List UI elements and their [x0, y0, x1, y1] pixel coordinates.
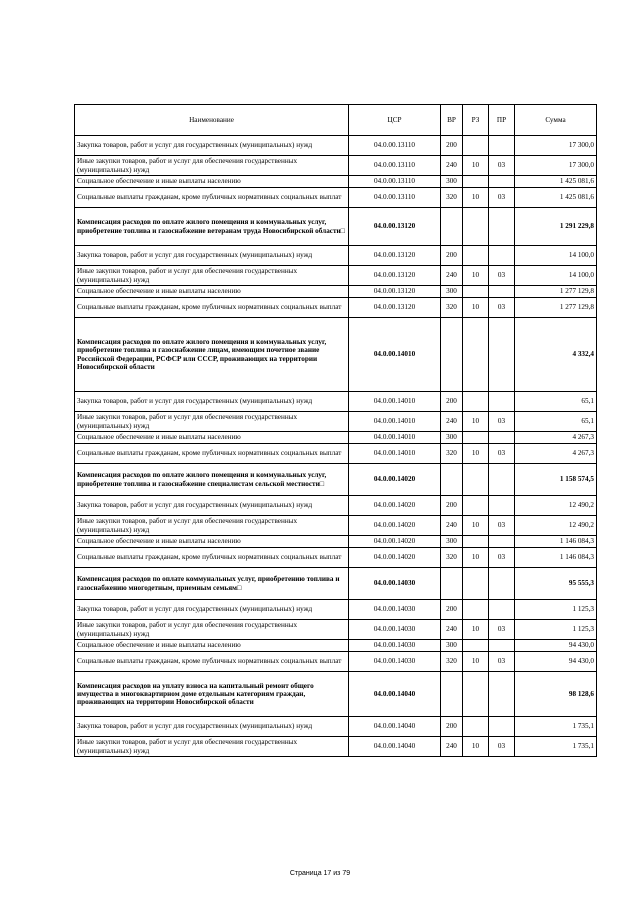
cell-csr: 04.0.00.14040: [349, 717, 441, 737]
cell-pr: [489, 600, 515, 620]
cell-csr: 04.0.00.14010: [349, 412, 441, 432]
cell-vr: 320: [441, 548, 463, 568]
cell-csr: 04.0.00.14030: [349, 620, 441, 640]
cell-vr: 300: [441, 432, 463, 444]
cell-pr: 03: [489, 188, 515, 208]
cell-sum: 98 128,6: [515, 672, 597, 717]
cell-rz: [463, 672, 489, 717]
cell-name: Иные закупки товаров, работ и услуг для обеспечения государственных (муниципальных) нужд: [75, 737, 349, 757]
cell-sum: 1 146 084,3: [515, 536, 597, 548]
cell-name: Социальные выплаты гражданам, кроме публичных нормативных социальных выплат: [75, 548, 349, 568]
cell-sum: 65,1: [515, 412, 597, 432]
header-pr: ПР: [489, 105, 515, 136]
cell-csr: 04.0.00.13120: [349, 208, 441, 246]
cell-rz: [463, 717, 489, 737]
cell-rz: [463, 640, 489, 652]
cell-vr: [441, 208, 463, 246]
cell-rz: [463, 208, 489, 246]
cell-vr: [441, 464, 463, 496]
cell-name: Компенсация расходов по оплате коммунальных услуг, приобретению топлива и газоснабжению многодетным, приемным семьям□: [75, 568, 349, 600]
cell-sum: 17 300,0: [515, 156, 597, 176]
cell-rz: [463, 286, 489, 298]
cell-pr: [489, 246, 515, 266]
cell-pr: 03: [489, 156, 515, 176]
cell-csr: 04.0.00.13110: [349, 136, 441, 156]
cell-pr: [489, 392, 515, 412]
cell-sum: 1 425 081,6: [515, 176, 597, 188]
table-row: [75, 136, 597, 156]
table-row: [75, 432, 597, 444]
cell-name: Закупка товаров, работ и услуг для государственных (муниципальных) нужд: [75, 136, 349, 156]
cell-vr: [441, 318, 463, 392]
cell-vr: 200: [441, 496, 463, 516]
cell-name: Иные закупки товаров, работ и услуг для обеспечения государственных (муниципальных) нужд: [75, 156, 349, 176]
section-total-row: [75, 318, 597, 392]
cell-sum: 1 277 129,8: [515, 286, 597, 298]
table-row: [75, 156, 597, 176]
cell-name: Иные закупки товаров, работ и услуг для обеспечения государственных (муниципальных) нужд: [75, 620, 349, 640]
cell-rz: [463, 496, 489, 516]
cell-vr: 300: [441, 640, 463, 652]
cell-csr: 04.0.00.14020: [349, 536, 441, 548]
cell-csr: 04.0.00.14030: [349, 652, 441, 672]
cell-vr: 320: [441, 652, 463, 672]
cell-pr: 03: [489, 266, 515, 286]
cell-csr: 04.0.00.14040: [349, 672, 441, 717]
table-row: [75, 737, 597, 757]
cell-pr: [489, 286, 515, 298]
table-row: [75, 640, 597, 652]
cell-sum: 94 430,0: [515, 640, 597, 652]
cell-name: Социальные выплаты гражданам, кроме публичных нормативных социальных выплат: [75, 188, 349, 208]
cell-sum: 1 735,1: [515, 737, 597, 757]
cell-csr: 04.0.00.14030: [349, 600, 441, 620]
table-row: [75, 412, 597, 432]
cell-rz: [463, 176, 489, 188]
cell-sum: 65,1: [515, 392, 597, 412]
cell-vr: 320: [441, 188, 463, 208]
cell-name: Иные закупки товаров, работ и услуг для обеспечения государственных (муниципальных) нужд: [75, 412, 349, 432]
table-row: [75, 298, 597, 318]
cell-csr: 04.0.00.14020: [349, 464, 441, 496]
cell-pr: 03: [489, 737, 515, 757]
table-row: [75, 717, 597, 737]
cell-vr: [441, 672, 463, 717]
cell-pr: [489, 208, 515, 246]
cell-sum: 12 490,2: [515, 496, 597, 516]
cell-pr: [489, 136, 515, 156]
cell-vr: 200: [441, 717, 463, 737]
table-row: [75, 516, 597, 536]
cell-rz: 10: [463, 266, 489, 286]
cell-sum: 94 430,0: [515, 652, 597, 672]
cell-csr: 04.0.00.14030: [349, 568, 441, 600]
page-number: Страница 17 из 79: [289, 870, 351, 877]
cell-vr: 320: [441, 444, 463, 464]
cell-name: Закупка товаров, работ и услуг для государственных (муниципальных) нужд: [75, 717, 349, 737]
cell-pr: [489, 464, 515, 496]
cell-pr: 03: [489, 620, 515, 640]
cell-csr: 04.0.00.14010: [349, 444, 441, 464]
cell-csr: 04.0.00.14010: [349, 318, 441, 392]
section-total-row: [75, 672, 597, 717]
cell-sum: 1 735,1: [515, 717, 597, 737]
cell-vr: 200: [441, 246, 463, 266]
cell-rz: 10: [463, 188, 489, 208]
cell-vr: 200: [441, 136, 463, 156]
table-row: [75, 392, 597, 412]
cell-sum: 4 267,3: [515, 444, 597, 464]
section-total-row: [75, 208, 597, 246]
table-row: [75, 600, 597, 620]
cell-name: Иные закупки товаров, работ и услуг для обеспечения государственных (муниципальных) нужд: [75, 516, 349, 536]
cell-csr: 04.0.00.13120: [349, 246, 441, 266]
table-row: [75, 266, 597, 286]
cell-csr: 04.0.00.14040: [349, 737, 441, 757]
table-row: [75, 652, 597, 672]
cell-name: Социальное обеспечение и иные выплаты населению: [75, 536, 349, 548]
cell-rz: 10: [463, 516, 489, 536]
header-vr: ВР: [441, 105, 463, 136]
cell-rz: [463, 568, 489, 600]
cell-name: Социальное обеспечение и иные выплаты населению: [75, 640, 349, 652]
cell-rz: [463, 464, 489, 496]
cell-name: Закупка товаров, работ и услуг для государственных (муниципальных) нужд: [75, 246, 349, 266]
header-name: Наименование: [75, 105, 349, 136]
cell-rz: 10: [463, 444, 489, 464]
cell-pr: 03: [489, 548, 515, 568]
cell-sum: 1 125,3: [515, 600, 597, 620]
cell-rz: [463, 536, 489, 548]
cell-name: Компенсация расходов по оплате жилого помещения и коммунальных услуг, приобретение топлива и газоснабжение лицам, имеющим почетное звание Российской Федерации, РСФСР или СССР, проживающих на территории Новосибирской области: [75, 318, 349, 392]
cell-sum: 1 158 574,5: [515, 464, 597, 496]
cell-sum: 14 100,0: [515, 266, 597, 286]
cell-name: Социальное обеспечение и иные выплаты населению: [75, 286, 349, 298]
cell-rz: 10: [463, 298, 489, 318]
cell-vr: 240: [441, 156, 463, 176]
cell-rz: 10: [463, 548, 489, 568]
cell-vr: 240: [441, 266, 463, 286]
cell-sum: 14 100,0: [515, 246, 597, 266]
cell-sum: 1 425 081,6: [515, 188, 597, 208]
cell-pr: [489, 176, 515, 188]
header-csr: ЦСР: [349, 105, 441, 136]
cell-sum: 1 125,3: [515, 620, 597, 640]
cell-vr: 300: [441, 286, 463, 298]
table-row: [75, 620, 597, 640]
cell-vr: 240: [441, 412, 463, 432]
cell-rz: [463, 318, 489, 392]
cell-sum: 1 291 229,8: [515, 208, 597, 246]
table-row: [75, 286, 597, 298]
cell-pr: [489, 318, 515, 392]
cell-rz: [463, 600, 489, 620]
table-header-row: [75, 105, 597, 136]
header-rz: РЗ: [463, 105, 489, 136]
section-total-row: [75, 464, 597, 496]
cell-csr: 04.0.00.13110: [349, 156, 441, 176]
cell-rz: 10: [463, 412, 489, 432]
cell-name: Закупка товаров, работ и услуг для государственных (муниципальных) нужд: [75, 392, 349, 412]
section-total-row: [75, 568, 597, 600]
cell-vr: 200: [441, 600, 463, 620]
cell-csr: 04.0.00.13120: [349, 286, 441, 298]
cell-vr: 200: [441, 392, 463, 412]
cell-sum: 17 300,0: [515, 136, 597, 156]
cell-pr: 03: [489, 412, 515, 432]
cell-csr: 04.0.00.13120: [349, 266, 441, 286]
cell-name: Социальное обеспечение и иные выплаты населению: [75, 176, 349, 188]
cell-csr: 04.0.00.14030: [349, 640, 441, 652]
cell-sum: 4 332,4: [515, 318, 597, 392]
cell-vr: 240: [441, 516, 463, 536]
cell-sum: 12 490,2: [515, 516, 597, 536]
cell-pr: [489, 568, 515, 600]
cell-pr: [489, 432, 515, 444]
cell-csr: 04.0.00.13110: [349, 188, 441, 208]
cell-pr: [489, 536, 515, 548]
cell-sum: 95 555,3: [515, 568, 597, 600]
cell-name: Социальные выплаты гражданам, кроме публичных нормативных социальных выплат: [75, 298, 349, 318]
cell-sum: 1 146 084,3: [515, 548, 597, 568]
cell-name: Закупка товаров, работ и услуг для государственных (муниципальных) нужд: [75, 600, 349, 620]
table-row: [75, 444, 597, 464]
cell-csr: 04.0.00.14010: [349, 392, 441, 412]
budget-table: [74, 104, 597, 757]
table-row: [75, 496, 597, 516]
cell-csr: 04.0.00.14020: [349, 496, 441, 516]
cell-csr: 04.0.00.13120: [349, 298, 441, 318]
table-row: [75, 548, 597, 568]
table-row: [75, 536, 597, 548]
cell-vr: [441, 568, 463, 600]
cell-vr: 320: [441, 298, 463, 318]
cell-rz: 10: [463, 620, 489, 640]
cell-pr: 03: [489, 516, 515, 536]
cell-name: Социальное обеспечение и иные выплаты населению: [75, 432, 349, 444]
cell-rz: [463, 246, 489, 266]
cell-pr: [489, 496, 515, 516]
cell-rz: [463, 136, 489, 156]
table-row: [75, 176, 597, 188]
cell-name: Компенсация расходов на уплату взноса на капитальный ремонт общего имущества в многоквартирном доме отдельным категориям граждан, проживающих на территории Новосибирской области: [75, 672, 349, 717]
cell-pr: 03: [489, 652, 515, 672]
cell-name: Компенсация расходов по оплате жилого помещения и коммунальных услуг, приобретение топлива и газоснабжение ветеранам труда Новосибирской области□: [75, 208, 349, 246]
cell-name: Социальные выплаты гражданам, кроме публичных нормативных социальных выплат: [75, 444, 349, 464]
cell-rz: 10: [463, 737, 489, 757]
cell-name: Компенсация расходов по оплате жилого помещения и коммунальных услуг, приобретение топлива и газоснабжение специалистам сельской местности□: [75, 464, 349, 496]
cell-pr: [489, 672, 515, 717]
cell-csr: 04.0.00.14010: [349, 432, 441, 444]
cell-name: Социальные выплаты гражданам, кроме публичных нормативных социальных выплат: [75, 652, 349, 672]
cell-csr: 04.0.00.13110: [349, 176, 441, 188]
cell-pr: 03: [489, 298, 515, 318]
table-row: [75, 246, 597, 266]
cell-rz: [463, 392, 489, 412]
cell-vr: 300: [441, 536, 463, 548]
cell-pr: [489, 640, 515, 652]
table-body: [75, 136, 597, 757]
cell-name: Иные закупки товаров, работ и услуг для обеспечения государственных (муниципальных) нужд: [75, 266, 349, 286]
cell-vr: 240: [441, 737, 463, 757]
cell-name: Закупка товаров, работ и услуг для государственных (муниципальных) нужд: [75, 496, 349, 516]
cell-sum: 1 277 129,8: [515, 298, 597, 318]
header-sum: Сумма: [515, 105, 597, 136]
cell-rz: 10: [463, 156, 489, 176]
table-row: [75, 188, 597, 208]
cell-sum: 4 267,3: [515, 432, 597, 444]
cell-rz: [463, 432, 489, 444]
cell-csr: 04.0.00.14020: [349, 548, 441, 568]
cell-pr: 03: [489, 444, 515, 464]
cell-csr: 04.0.00.14020: [349, 516, 441, 536]
cell-rz: 10: [463, 652, 489, 672]
cell-vr: 300: [441, 176, 463, 188]
cell-vr: 240: [441, 620, 463, 640]
cell-pr: [489, 717, 515, 737]
